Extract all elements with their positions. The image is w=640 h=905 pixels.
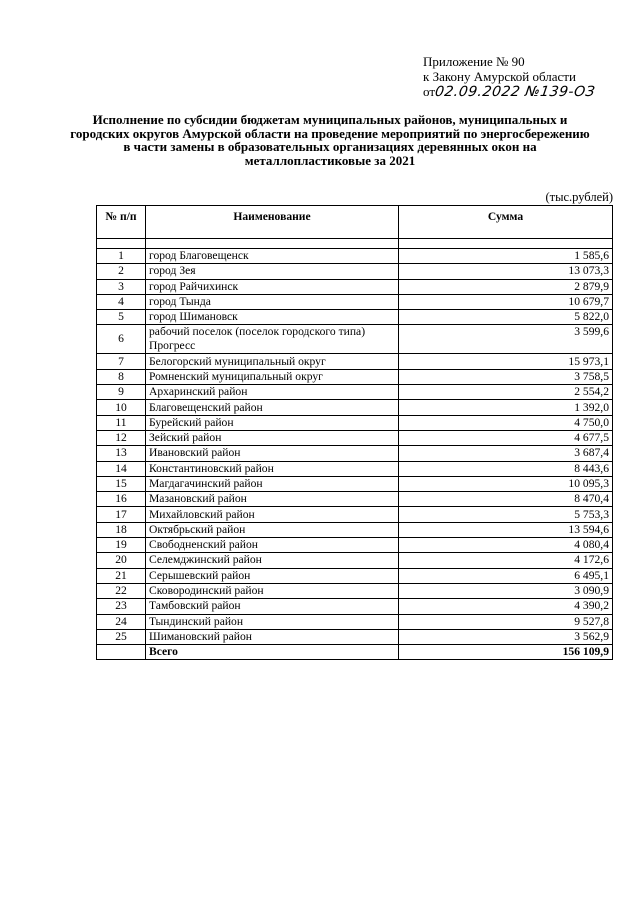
- spacer-cell: [399, 239, 613, 249]
- row-number-cell: 22: [97, 583, 146, 598]
- table-row: [97, 369, 613, 384]
- row-name-cell: Ивановский район: [146, 446, 399, 461]
- row-number-cell: 3: [97, 279, 146, 294]
- row-name-cell: Михайловский район: [146, 507, 399, 522]
- table-row: [97, 415, 613, 430]
- row-sum-cell: 1 392,0: [399, 400, 613, 415]
- row-number-cell: 13: [97, 446, 146, 461]
- table-row: [97, 354, 613, 369]
- row-name-cell: город Зея: [146, 264, 399, 279]
- row-name-cell: Шимановский район: [146, 629, 399, 644]
- spacer-cell: [146, 239, 399, 249]
- row-sum-cell: 3 758,5: [399, 369, 613, 384]
- spacer-cell: [97, 239, 146, 249]
- row-name-cell: Октябрьский район: [146, 522, 399, 537]
- row-number-cell: 1: [97, 249, 146, 264]
- table-row: [97, 385, 613, 400]
- handwritten-date-number: 02.09.2022 №139-ОЗ: [433, 84, 597, 100]
- row-number-cell: 14: [97, 461, 146, 476]
- row-number-cell: 20: [97, 553, 146, 568]
- table-row: [97, 325, 613, 354]
- row-number-cell: 9: [97, 385, 146, 400]
- row-name-cell: Магдагачинский район: [146, 476, 399, 491]
- table-row: [97, 461, 613, 476]
- table-header-row: [97, 206, 613, 239]
- row-sum-cell: 6 495,1: [399, 568, 613, 583]
- row-sum-cell: 10 095,3: [399, 476, 613, 491]
- row-number-cell: 25: [97, 629, 146, 644]
- subsidy-table: [96, 205, 613, 660]
- row-name-cell: рабочий поселок (поселок городского типа) Прогресс: [146, 325, 399, 354]
- row-number-cell: 2: [97, 264, 146, 279]
- row-number-cell: 12: [97, 430, 146, 445]
- table-row: [97, 446, 613, 461]
- row-number-cell: 16: [97, 492, 146, 507]
- row-sum-cell: 2 879,9: [399, 279, 613, 294]
- row-number-cell: 18: [97, 522, 146, 537]
- table-row: [97, 583, 613, 598]
- document-title: Исполнение по субсидии бюджетам муниципальных районов, муниципальных и городских округов Амурской области на проведение мероприятий по энергосбережению в части замены в образовательных организациях деревянных окон на металлопластиковые за 2021: [70, 112, 590, 168]
- row-name-cell: Селемджинский район: [146, 553, 399, 568]
- table-row: [97, 507, 613, 522]
- row-name-cell: Благовещенский район: [146, 400, 399, 415]
- header-sum: Сумма: [399, 206, 613, 239]
- row-name-cell: Белогорский муниципальный округ: [146, 354, 399, 369]
- table-row: [97, 310, 613, 325]
- row-name-cell: город Благовещенск: [146, 249, 399, 264]
- row-number-cell: 24: [97, 614, 146, 629]
- table-total-row: [97, 645, 613, 660]
- row-name-cell: Тамбовский район: [146, 599, 399, 614]
- row-name-cell: Сковородинский район: [146, 583, 399, 598]
- row-sum-cell: 13 073,3: [399, 264, 613, 279]
- header-name: Наименование: [146, 206, 399, 239]
- annex-date-line: [423, 84, 595, 100]
- table-row: [97, 522, 613, 537]
- table-row: [97, 294, 613, 309]
- table-row: [97, 568, 613, 583]
- row-number-cell: 15: [97, 476, 146, 491]
- table-row: [97, 629, 613, 644]
- row-number-cell: 19: [97, 538, 146, 553]
- row-sum-cell: 5 753,3: [399, 507, 613, 522]
- units-label: (тыс.рублей): [545, 190, 613, 204]
- row-sum-cell: 10 679,7: [399, 294, 613, 309]
- row-name-cell: Архаринский район: [146, 385, 399, 400]
- row-number-cell: 10: [97, 400, 146, 415]
- row-name-cell: город Райчихинск: [146, 279, 399, 294]
- row-sum-cell: 3 562,9: [399, 629, 613, 644]
- annex-header: [423, 54, 595, 100]
- row-sum-cell: 4 080,4: [399, 538, 613, 553]
- annex-date-prefix: от: [423, 84, 436, 99]
- row-name-cell: город Шимановск: [146, 310, 399, 325]
- total-sum-cell: 156 109,9: [399, 645, 613, 660]
- row-name-cell: Свободненский район: [146, 538, 399, 553]
- row-number-cell: 17: [97, 507, 146, 522]
- row-sum-cell: 5 822,0: [399, 310, 613, 325]
- table-row: [97, 492, 613, 507]
- row-name-cell: Ромненский муниципальный округ: [146, 369, 399, 384]
- row-name-cell: Серышевский район: [146, 568, 399, 583]
- header-num: № п/п: [97, 206, 146, 239]
- row-sum-cell: 3 687,4: [399, 446, 613, 461]
- row-sum-cell: 4 172,6: [399, 553, 613, 568]
- row-number-cell: 7: [97, 354, 146, 369]
- row-sum-cell: 8 443,6: [399, 461, 613, 476]
- table-row: [97, 264, 613, 279]
- row-number-cell: 11: [97, 415, 146, 430]
- row-sum-cell: 9 527,8: [399, 614, 613, 629]
- table-row: [97, 249, 613, 264]
- row-number-cell: 23: [97, 599, 146, 614]
- row-sum-cell: 8 470,4: [399, 492, 613, 507]
- table-row: [97, 599, 613, 614]
- row-name-cell: Зейский район: [146, 430, 399, 445]
- row-sum-cell: 4 677,5: [399, 430, 613, 445]
- row-sum-cell: 4 390,2: [399, 599, 613, 614]
- table-row: [97, 430, 613, 445]
- total-label-cell: Всего: [146, 645, 399, 660]
- row-sum-cell: 2 554,2: [399, 385, 613, 400]
- row-sum-cell: 4 750,0: [399, 415, 613, 430]
- table-row: [97, 400, 613, 415]
- row-sum-cell: 3 599,6: [399, 325, 613, 354]
- row-sum-cell: 1 585,6: [399, 249, 613, 264]
- table-row: [97, 476, 613, 491]
- row-number-cell: 4: [97, 294, 146, 309]
- table-row: [97, 553, 613, 568]
- row-name-cell: Бурейский район: [146, 415, 399, 430]
- annex-law-reference: к Закону Амурской области: [423, 69, 576, 84]
- row-number-cell: 6: [97, 325, 146, 354]
- row-sum-cell: 13 594,6: [399, 522, 613, 537]
- table-spacer-row: [97, 239, 613, 249]
- row-name-cell: Тындинский район: [146, 614, 399, 629]
- row-name-cell: город Тында: [146, 294, 399, 309]
- row-sum-cell: 15 973,1: [399, 354, 613, 369]
- row-name-cell: Константиновский район: [146, 461, 399, 476]
- row-number-cell: 8: [97, 369, 146, 384]
- annex-number: Приложение № 90: [423, 54, 525, 69]
- row-number-cell: 21: [97, 568, 146, 583]
- table-row: [97, 279, 613, 294]
- row-sum-cell: 3 090,9: [399, 583, 613, 598]
- row-number-cell: 5: [97, 310, 146, 325]
- row-name-cell: Мазановский район: [146, 492, 399, 507]
- table-row: [97, 538, 613, 553]
- table-body: [97, 239, 613, 660]
- total-empty-cell: [97, 645, 146, 660]
- table-row: [97, 614, 613, 629]
